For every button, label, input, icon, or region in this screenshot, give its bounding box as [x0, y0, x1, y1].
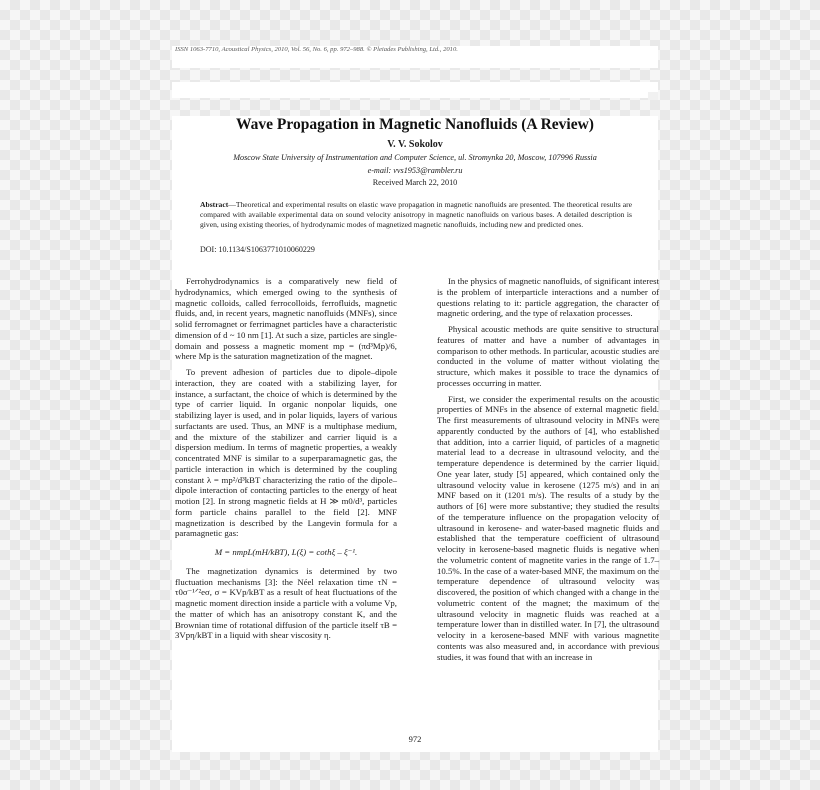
affiliation: Moscow State University of Instrumentation and Computer Science, ul. Stromynka 20, Moscow, 107996 Russia: [233, 153, 597, 162]
received-date: Received March 22, 2010: [372, 178, 458, 187]
author-email: e-mail: vvs1953@rambler.ru: [367, 166, 463, 175]
paragraph: In the physics of magnetic nanofluids, of significant interest is the problem of interparticle interactions and a number of questions relating to it: particle aggregation, the character of magnetic ordering, and the type of relaxation processes.: [437, 276, 659, 319]
paragraph: The magnetization dynamics is determined by two fluctuation mechanisms [3]: the Néel relaxation time τN = τ0σ⁻¹ᐟ²eσ, σ = KVp/kBT as a result of heat fluctuations of the magnetic moment direction inside a particle with a volume Vp, the matter of which has an anisotropy constant K, and the Brownian time of rotational diffusion of the particle itself τB = 3Vpη/kBT in a liquid with shear viscosity η.: [175, 565, 397, 641]
doi: DOI: 10.1134/S1063771010060229: [200, 245, 315, 254]
abstract: [200, 200, 632, 230]
paragraph: To prevent adhesion of particles due to dipole–dipole interaction, they are coated with a stabilizing layer, for instance, a surfactant, the choice of which is determined by the type of carrier liquid. In organic nonpolar liquids, one stabilizing layer is used, and in polar liquids, layers of various surfactants are used. Thus, an MNF is a multiphase medium, and the mixture of the stabilizer and carrier liquid is a dispersion medium. In terms of magnetic properties, a weakly concentrated MNF is similar to a superparamagnetic gas, the particle interaction in which is determined by the coupling constant λ = mp²/d³kBT characterizing the ratio of the dipole–dipole interaction of contacting particles to the energy of heat motion [2]. In strong magnetic fields at H ≫ m0/d³, particles form particle chains parallel to the field [2]. MNF magnetization is described by the Langevin formula for a paramagnetic gas:: [175, 367, 397, 539]
page-marker: [648, 92, 658, 100]
running-head: ISSN 1063-7710, Acoustical Physics, 2010, Vol. 56, No. 6, pp. 972–988. © Pleiades Publishing, Ltd., 2010.: [175, 46, 458, 53]
author-name: V. V. Sokolov: [387, 139, 443, 150]
paragraph: Physical acoustic methods are quite sensitive to structural features of matter and have a number of advantages in comparison to other methods. In particular, acoustic studies are conducted in the volume of matter without violating the structure, which makes it possible to trace the dynamics of processes occurring in matter.: [437, 324, 659, 388]
abstract-text: —Theoretical and experimental results on elastic wave propagation in magnetic nanofluids are presented. The theoretical results are compared with available experimental data on sound velocity anisotropy in magnetic nanofluids on various bases. A detailed description is given, using existing theories, of hydrodynamic modes of magnetized magnetic nanofluids, including new and predicted ones.: [200, 200, 632, 230]
paragraph: Ferrohydrodynamics is a comparatively new field of hydrodynamics, which emerged owing to the synthesis of magnetic colloids, called ferrocolloids, ferrofluids, magnetic fluids, and, in recent years, magnetic nanofluids (MNFs), since solid ferromagnet or ferrimagnet particles have a characteristic dimension of d ~ 10 nm [1]. At such a size, particles are single-domain and possess a magnetic moment mp = (πd³Mp)/6, where Mp is the saturation magnetization of the magnet.: [175, 276, 397, 362]
abstract-label: Abstract: [200, 200, 229, 209]
header-rule-band: [172, 82, 658, 98]
article-title: Wave Propagation in Magnetic Nanofluids (A Review): [236, 116, 594, 133]
langevin-equation: M = nmpL(mH/kBT), L(ξ) = cothξ – ξ⁻¹.: [214, 547, 358, 557]
paragraph: First, we consider the experimental results on the acoustic properties of MNFs in the absence of external magnetic field. The first measurements of ultrasound velocity in MNFs were apparently conducted by the authors of [4], who established that addition, into a carrier liquid, of particles of a magnetic material lead to a decrease in ultrasound velocity, and the temperature dependence is determined by the carrier liquid. One year later, study [5] appeared, which contained only the ultrasound velocity value in kerosene (1275 m/s) and in an MNF based on it (1201 m/s). The results of a study by the authors of [6] were more substantive; they studied the results of the temperature influence on the propagation velocity of ultrasound in kerosene- and water-based magnetic fluids and established that the temperature coefficient of ultrasound velocity in kerosene-based magnetic fluids is negative when the volumetric content of magnetite varies in the range of 1.7–10.5%. In the case of a water-based MNF, the maximum on the temperature dependence of ultrasound velocity was discovered, the position of which changed with a change in the volumetric content of the magnet; the maximum of the ultrasound velocity in magnetic fluids was reached at a temperature lower than in distilled water. In [7], the ultrasound velocity in a kerosene-based MNF with various magnetite contents was also measured and, in accordance with previous studies, it was found that with an increase in: [437, 393, 659, 662]
left-column: [175, 276, 397, 646]
page-number: 972: [408, 734, 422, 744]
right-column: [437, 276, 659, 667]
